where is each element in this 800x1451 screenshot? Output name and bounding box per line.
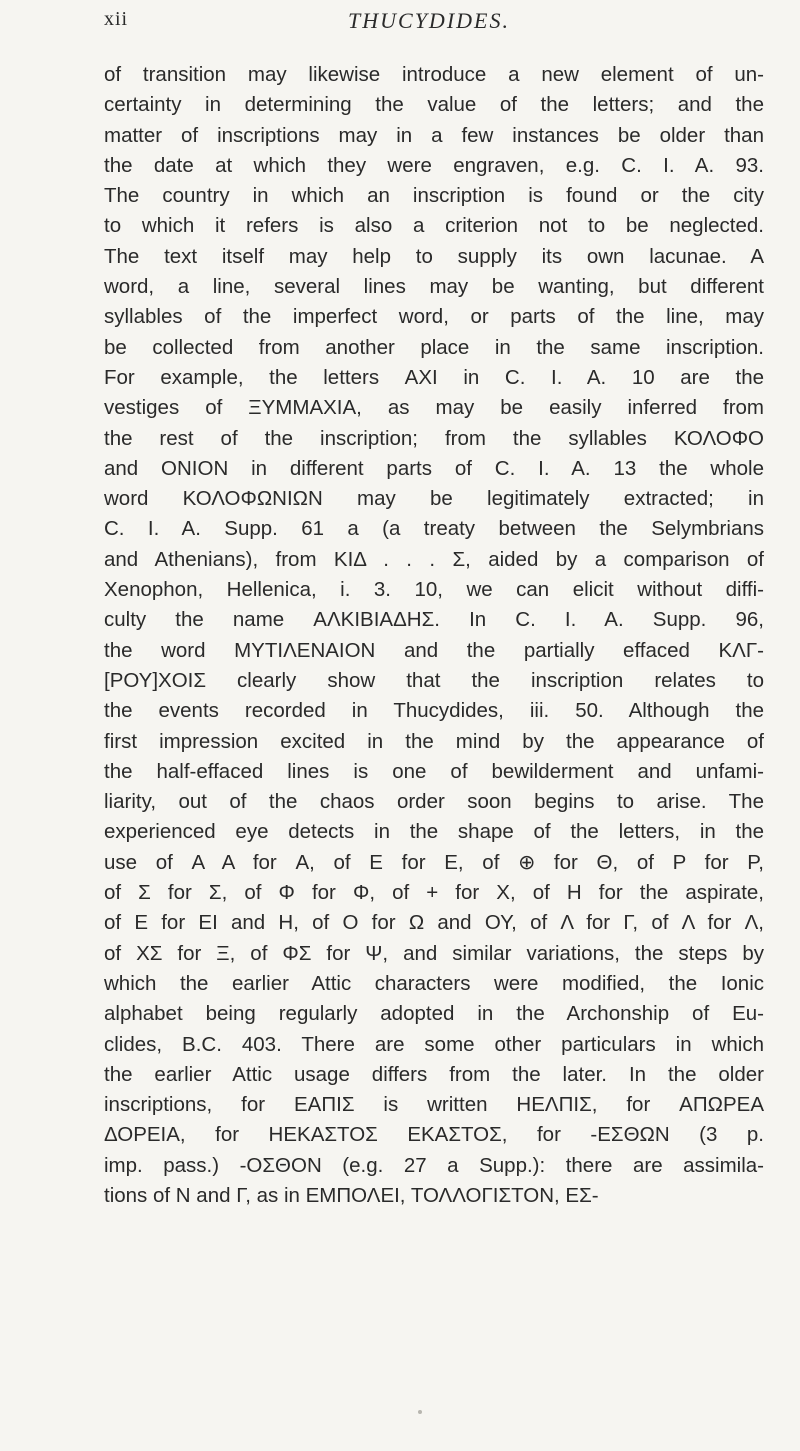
text-line: alphabet being regularly adopted in the Archonship of Eu- bbox=[104, 1002, 764, 1026]
text-line: tions of Ν and Γ, as in ΕΜΠΟΛΕΙ, ΤΟΛΛΟΓΙΣΤΟΝ, ΕΣ- bbox=[104, 1183, 599, 1207]
text-line: C. I. A. Supp. 61 a (a treaty between the Selymbrians bbox=[104, 517, 764, 541]
text-line: culty the name ΑΛΚΙΒΙΑΔΗΣ. In C. I. A. Supp. 96, bbox=[104, 608, 764, 632]
page-number: xii bbox=[104, 8, 129, 30]
text-line: For example, the letters ΑΧΙ in C. I. A. 10 are the bbox=[104, 365, 764, 389]
text-line: which the earlier Attic characters were modified, the Ionic bbox=[104, 971, 764, 995]
text-line: of transition may likewise introduce a new element of un- bbox=[104, 63, 764, 86]
text-line: certainty in determining the value of the letters; and the bbox=[104, 93, 764, 117]
running-title: THUCYDIDES. bbox=[348, 8, 510, 33]
text-line: use of Α Α for Α, of Ε for Ε, of ⊕ for Θ, of Ρ for Ρ, bbox=[104, 850, 764, 874]
text-line: of Ε for ΕΙ and Η, of Ο for Ω and ΟΥ, of Λ for Γ, of Λ for Λ, bbox=[104, 911, 764, 935]
text-line: and ΟΝΙΟΝ in different parts of C. I. A. 13 the whole bbox=[104, 456, 764, 480]
text-line: inscriptions, for ΕΑΠΙΣ is written ΗΕΛΠΙΣ, for ΑΠΩΡΕΑ bbox=[104, 1093, 764, 1117]
text-line: The text itself may help to supply its own lacunae. A bbox=[104, 244, 764, 268]
text-line: matter of inscriptions may in a few instances be older than bbox=[104, 123, 764, 147]
text-line: to which it refers is also a criterion not to be neglected. bbox=[104, 214, 764, 238]
text-line: and Athenians), from ΚΙΔ . . . Σ, aided by a comparison of bbox=[104, 547, 764, 571]
text-line: liarity, out of the chaos order soon begins to arise. The bbox=[104, 790, 764, 814]
text-line: word, a line, several lines may be wanting, but different bbox=[104, 275, 764, 299]
text-line: of Σ for Σ, of Φ for Φ, of + for Χ, of Η for the aspirate, bbox=[104, 881, 764, 905]
page-mark bbox=[418, 1410, 422, 1414]
text-line: syllables of the imperfect word, or parts of the line, may bbox=[104, 305, 764, 329]
text-line: word ΚΟΛΟΦΩΝΙΩΝ may be legitimately extracted; in bbox=[104, 487, 764, 511]
text-line: the word ΜΥΤΙΛΕΝΑΙΟΝ and the partially effaced ΚΛΓ- bbox=[104, 638, 764, 662]
text-line: first impression excited in the mind by the appearance of bbox=[104, 729, 764, 753]
text-line: the events recorded in Thucydides, iii. 50. Although the bbox=[104, 699, 764, 723]
text-line: of ΧΣ for Ξ, of ΦΣ for Ψ, and similar variations, the steps by bbox=[104, 941, 764, 965]
text-line: the earlier Attic usage differs from the later. In the older bbox=[104, 1062, 764, 1086]
text-line: the half-effaced lines is one of bewilderment and unfami- bbox=[104, 759, 764, 783]
text-line: experienced eye detects in the shape of the letters, in the bbox=[104, 820, 764, 844]
text-line: ΔΟΡΕΙΑ, for ΗΕΚΑΣΤΟΣ ΕΚΑΣΤΟΣ, for -ΕΣΘΩΝ (3 p. bbox=[104, 1123, 764, 1147]
text-line: vestiges of ΞΥΜΜΑΧΙΑ, as may be easily inferred from bbox=[104, 396, 764, 420]
text-line: clides, B.C. 403. There are some other particulars in which bbox=[104, 1032, 764, 1056]
text-line: the rest of the inscription; from the syllables ΚΟΛΟΦΟ bbox=[104, 426, 764, 450]
body-text bbox=[104, 60, 764, 1211]
text-line: [ΡΟΥ]ΧΟΙΣ clearly show that the inscription relates to bbox=[104, 668, 764, 692]
text-line: be collected from another place in the same inscription. bbox=[104, 335, 764, 359]
text-line: imp. pass.) -ΟΣΘΟΝ (e.g. 27 a Supp.): there are assimila- bbox=[104, 1153, 764, 1177]
text-line: Xenophon, Hellenica, i. 3. 10, we can elicit without diffi- bbox=[104, 578, 764, 602]
text-line: the date at which they were engraven, e.g. C. I. A. 93. bbox=[104, 153, 764, 177]
text-line: The country in which an inscription is found or the city bbox=[104, 184, 764, 208]
running-head bbox=[104, 8, 754, 38]
